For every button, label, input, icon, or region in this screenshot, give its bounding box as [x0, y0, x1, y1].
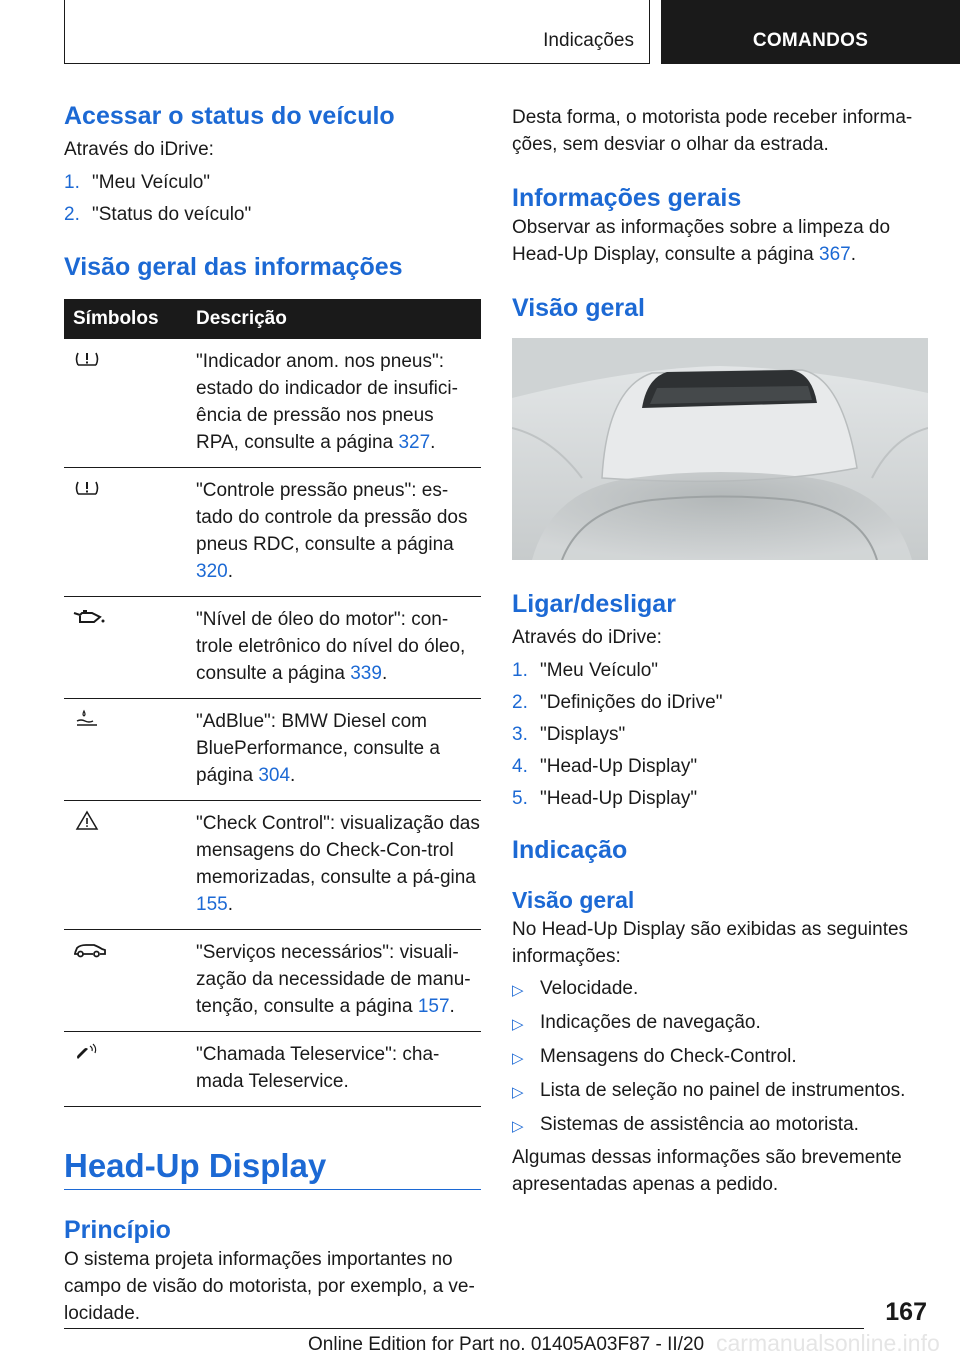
bullet-text: Lista de seleção no painel de instrumentos.: [540, 1080, 906, 1101]
intro-text: Desta forma, o motorista pode receber informa-ções, sem desviar o olhar da estrada.: [512, 107, 913, 155]
row-description: "Nível de óleo do motor": con-trole eletrônico do nível do óleo, consulte a página: [196, 609, 466, 684]
list-item: [512, 689, 928, 716]
step-text: "Meu Veículo": [540, 660, 659, 681]
step-number: 5.: [512, 788, 528, 809]
heading-principle: Princípio: [64, 1216, 171, 1244]
status-steps: [64, 169, 481, 228]
bullet-text: Velocidade.: [540, 978, 639, 999]
page-link[interactable]: 320: [196, 561, 228, 582]
heading-on-off: Ligar/desligar: [512, 590, 676, 618]
page-link[interactable]: 367: [819, 244, 851, 265]
list-item: [64, 169, 481, 196]
row-end: .: [449, 996, 455, 1017]
table-row: [64, 597, 481, 699]
step-text: "Status do veículo": [92, 204, 252, 225]
header-chapter-label: COMANDOS: [752, 30, 869, 51]
watermark-text: carmanualsonline.info: [716, 1330, 940, 1356]
step-text: "Definições do iDrive": [540, 692, 723, 713]
list-item: [512, 785, 928, 812]
heading-display: Indicação: [512, 836, 628, 864]
page-link[interactable]: 327: [398, 432, 431, 453]
page-link[interactable]: 304: [258, 765, 291, 786]
adblue-icon: [72, 708, 102, 730]
row-end: .: [430, 432, 436, 453]
via-idrive-text: Através do iDrive:: [64, 139, 214, 160]
display-intro-text: No Head-Up Display são exibidas as seguintes informações:: [512, 919, 909, 967]
bullet-triangle-icon: ▷: [512, 982, 524, 999]
page-link[interactable]: 155: [196, 894, 228, 915]
list-item: [512, 657, 928, 684]
row-end: .: [227, 894, 233, 915]
step-text: "Head-Up Display": [540, 788, 698, 809]
table-row: [64, 801, 481, 930]
row-description: "Check Control": visualização das mensagens do Check-Con-trol memorizadas, consulte a pá-gina: [196, 813, 480, 888]
header-chapter-tab: [661, 0, 960, 64]
head-up-display-photo: [512, 338, 928, 560]
page-number: 167: [885, 1298, 927, 1326]
col-symbols-header: Símbolos: [64, 299, 196, 339]
row-end: .: [290, 765, 296, 786]
principle-text: O sistema projeta informações importantes no campo de visão do motorista, por exemplo, a ve-locidade.: [64, 1249, 475, 1324]
bullet-text: Mensagens do Check-Control.: [540, 1046, 797, 1067]
warning-triangle-icon: [72, 810, 102, 832]
bullet-text: Sistemas de assistência ao motorista.: [540, 1114, 859, 1135]
bullet-triangle-icon: ▷: [512, 1084, 524, 1101]
heading-overview: Visão geral: [512, 294, 645, 322]
step-number: 1.: [64, 172, 80, 193]
list-item: [512, 721, 928, 748]
step-number: 4.: [512, 756, 528, 777]
step-number: 3.: [512, 724, 528, 745]
dashboard-illustration: [512, 338, 928, 560]
step-text: "Displays": [540, 724, 626, 745]
general-info-body: Observar as informações sobre a limpeza do Head-Up Display, consulte a página: [512, 217, 891, 265]
bullet-triangle-icon: ▷: [512, 1050, 524, 1067]
row-end: .: [227, 561, 233, 582]
step-text: "Head-Up Display": [540, 756, 698, 777]
table-row: [64, 1032, 481, 1107]
heading-head-up-display: Head-Up Display: [64, 1145, 481, 1190]
left-column: [64, 100, 481, 1327]
row-end: .: [381, 663, 388, 684]
list-item: [512, 1077, 928, 1106]
phone-call-icon: [72, 1041, 102, 1063]
row-description: "Serviços necessários": visuali-zação da necessidade de manu-tenção, consulte a página: [196, 942, 471, 1017]
footer-divider: [64, 1328, 864, 1329]
list-item: [64, 201, 481, 228]
car-service-icon: [72, 939, 108, 961]
heading-general-info: Informações gerais: [512, 184, 742, 212]
heading-vehicle-status: Acessar o status do veículo: [64, 102, 395, 130]
table-row: [64, 339, 481, 468]
tire-pressure-warning-icon: [72, 348, 102, 370]
bullet-triangle-icon: ▷: [512, 1016, 524, 1033]
list-item: [512, 1111, 928, 1140]
page-link[interactable]: 157: [417, 996, 450, 1017]
display-items-list: [512, 975, 928, 1140]
list-item: [512, 1043, 928, 1072]
list-item: [512, 753, 928, 780]
step-number: 2.: [512, 692, 528, 713]
tire-pressure-warning-icon: [72, 477, 102, 499]
row-description: "Controle pressão pneus": es-tado do controle da pressão dos pneus RDC, consulte a página: [196, 480, 468, 555]
row-description: "Indicador anom. nos pneus": estado do indicador de insufici-ência de pressão nos pneus RPA, consulte a página: [196, 351, 458, 453]
general-info-end: .: [850, 244, 856, 265]
header-section-title: Indicações: [543, 30, 634, 51]
step-number: 1.: [512, 660, 528, 681]
oil-can-icon: [72, 606, 106, 628]
closing-text: Algumas dessas informações são brevemente apresentadas apenas a pedido.: [512, 1147, 902, 1195]
symbols-table: [64, 299, 481, 1107]
step-text: "Meu Veículo": [92, 172, 211, 193]
col-description-header: Descrição: [196, 299, 481, 339]
table-row: [64, 468, 481, 597]
list-item: [512, 1009, 928, 1038]
heading-sub-overview: Visão geral: [512, 887, 635, 913]
step-number: 2.: [64, 204, 80, 225]
right-column: [512, 100, 928, 1198]
list-item: [512, 975, 928, 1004]
bullet-text: Indicações de navegação.: [540, 1012, 761, 1033]
bullet-triangle-icon: ▷: [512, 1118, 524, 1135]
heading-info-overview: Visão geral das informações: [64, 253, 403, 281]
via-idrive-text: Através do iDrive:: [512, 627, 662, 648]
general-info-text: [512, 214, 928, 268]
edition-text: Online Edition for Part no. 01405A03F87 - II/20: [308, 1334, 705, 1355]
row-description: "AdBlue": BMW Diesel com BluePerformance, consulte a página: [196, 711, 440, 786]
table-row: [64, 930, 481, 1032]
on-off-steps: [512, 657, 928, 812]
row-description: "Chamada Teleservice": cha-mada Teleservice.: [196, 1044, 440, 1092]
table-row: [64, 699, 481, 801]
table-header-row: [64, 299, 481, 339]
page-link[interactable]: 339: [350, 663, 382, 684]
